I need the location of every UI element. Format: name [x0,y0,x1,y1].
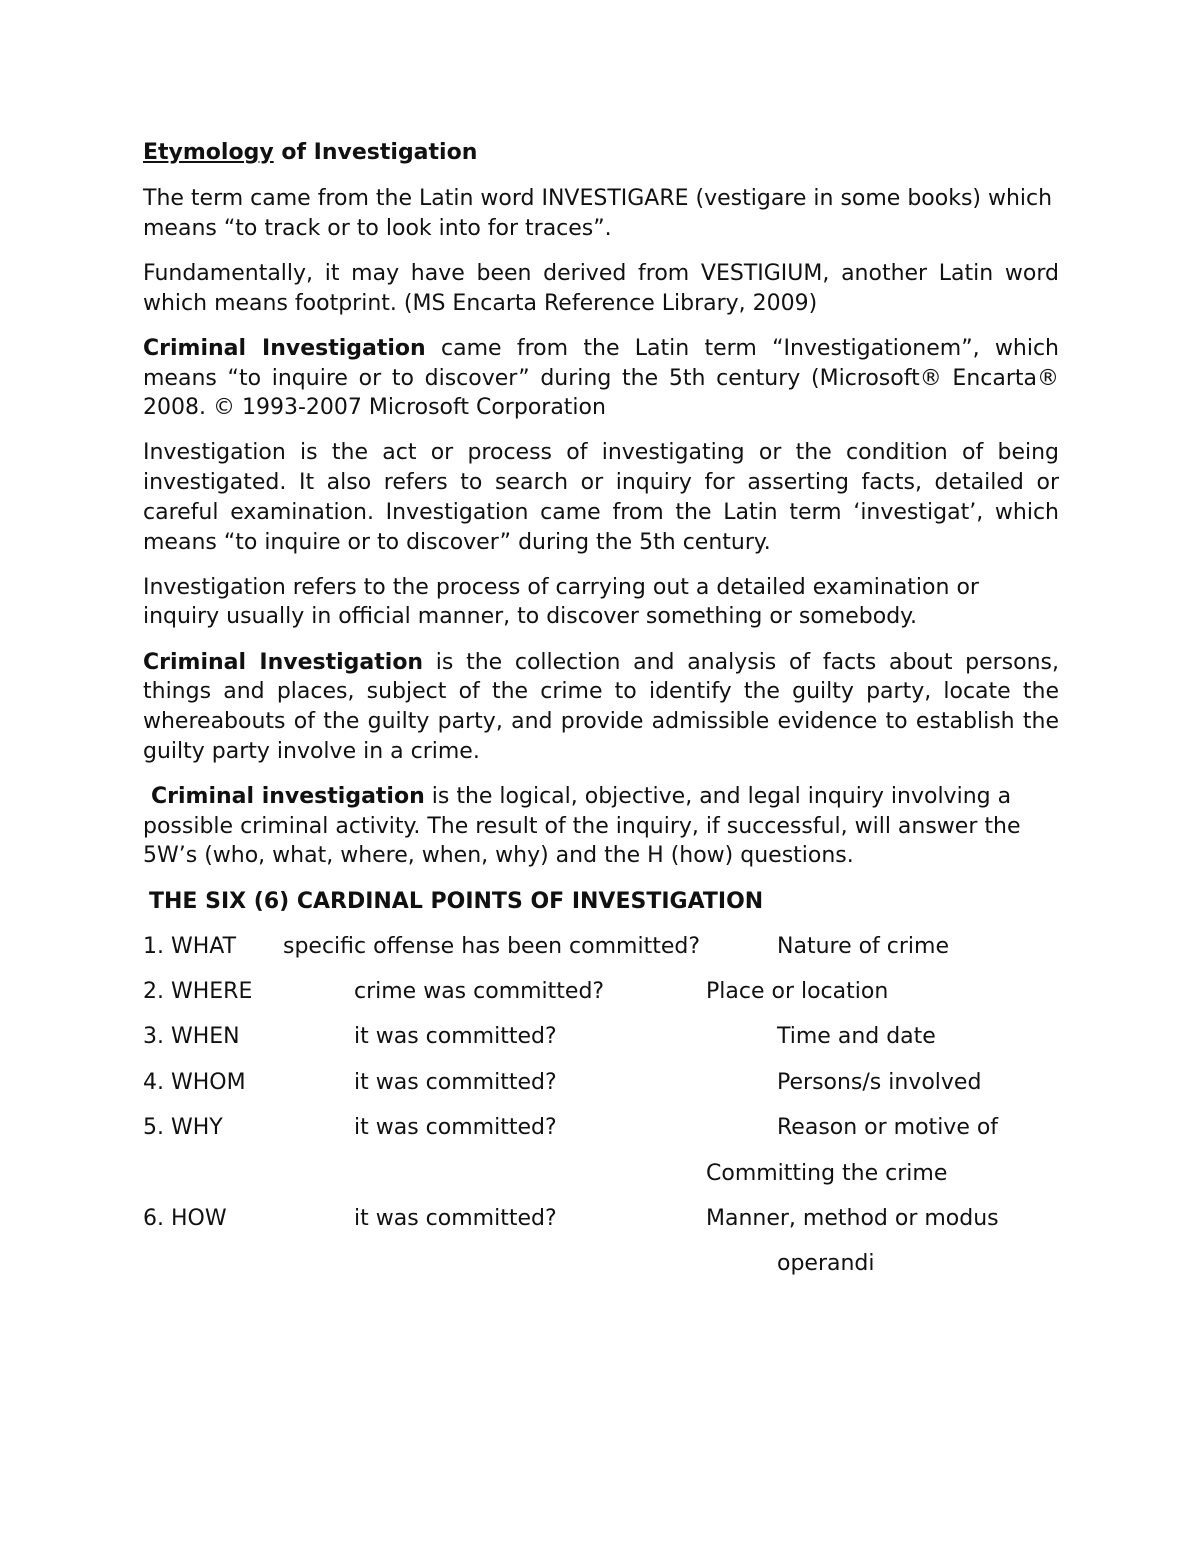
point-answer: Place or location [706,978,889,1004]
point-question: it was committed? [354,1069,557,1095]
point-answer: Time and date [777,1024,936,1050]
point-question: it was committed? [354,1024,557,1050]
title-underlined-word: Etymology [143,140,274,165]
point-question: specific offense has been committed? [283,933,701,959]
point-label: 3. WHEN [143,1024,240,1050]
list-item [143,1068,1059,1113]
point-answer: Reason or motive of [777,1115,999,1141]
list-item [143,1113,1059,1158]
point-label: 1. WHAT [143,933,237,959]
paragraph-investigation-process: Investigation refers to the process of carrying out a detailed examination or inquiry usually in official manner, to discover something or somebody. [143,574,979,630]
document-page [143,138,1059,1295]
list-item [143,1159,1059,1204]
point-question: crime was committed? [354,978,605,1004]
list-item [143,1204,1059,1249]
paragraph-vestigium: Fundamentally, it may have been derived from VESTIGIUM, another Latin word which means footprint. (MS Encarta Reference Library, 2009) [143,260,1059,316]
point-label: 6. HOW [143,1205,227,1231]
title-rest: of Investigation [273,140,478,165]
cardinal-points-heading: THE SIX (6) CARDINAL POINTS OF INVESTIGATION [149,888,764,914]
page-title [143,138,1059,168]
paragraph-criminal-investigation-collection: Criminal Investigation is the collection and analysis of facts about persons, things and places, subject of the crime to identify the guilty party, locate the whereabouts of the guilty party, and provide admissible evidence to establish the guilty party involve in a crime. [143,649,1059,764]
point-question: it was committed? [354,1205,557,1231]
list-item [143,1022,1059,1067]
paragraph-criminal-investigation-inquiry: Criminal investigation is the logical, objective, and legal inquiry involving a possible criminal activity. The result of the inquiry, if successful, will answer the 5W’s (who, what, where, when, why) and the H (how) questions. [143,783,1021,869]
list-item [143,932,1059,977]
bold-term: Criminal Investigation [143,335,426,361]
paragraph-latin-origin: The term came from the Latin word INVESTIGARE (vestigare in some books) which means “to track or to look into for traces”. [143,186,1053,241]
point-label: 5. WHY [143,1115,223,1141]
point-label: 2. WHERE [143,978,253,1004]
point-label: 4. WHOM [143,1069,246,1095]
paragraph-criminal-investigation-origin: Criminal Investigation came from the Latin term “Investigationem”, which means “to inquire or to discover” during the 5th century (Microsoft® Encarta® 2008. © 1993-2007 Microsoft Corporation [143,335,1059,421]
point-answer: Persons/s involved [777,1069,982,1095]
point-question: it was committed? [354,1115,557,1141]
list-item [143,977,1059,1022]
bold-term: Criminal Investigation [143,649,424,675]
point-answer: Manner, method or modus [706,1205,999,1231]
paragraph-investigation-definition: Investigation is the act or process of investigating or the condition of being investigated. It also refers to search or inquiry for asserting facts, detailed or careful examination. Investigation came from the Latin term ‘investigat’, which means “to inquire or to discover” during the 5th century. [143,440,1059,555]
point-answer: operandi [777,1251,875,1277]
point-answer: Committing the crime [706,1160,948,1186]
point-answer: Nature of crime [777,933,950,959]
bold-term: Criminal investigation [151,783,425,809]
list-item [143,1249,1059,1294]
